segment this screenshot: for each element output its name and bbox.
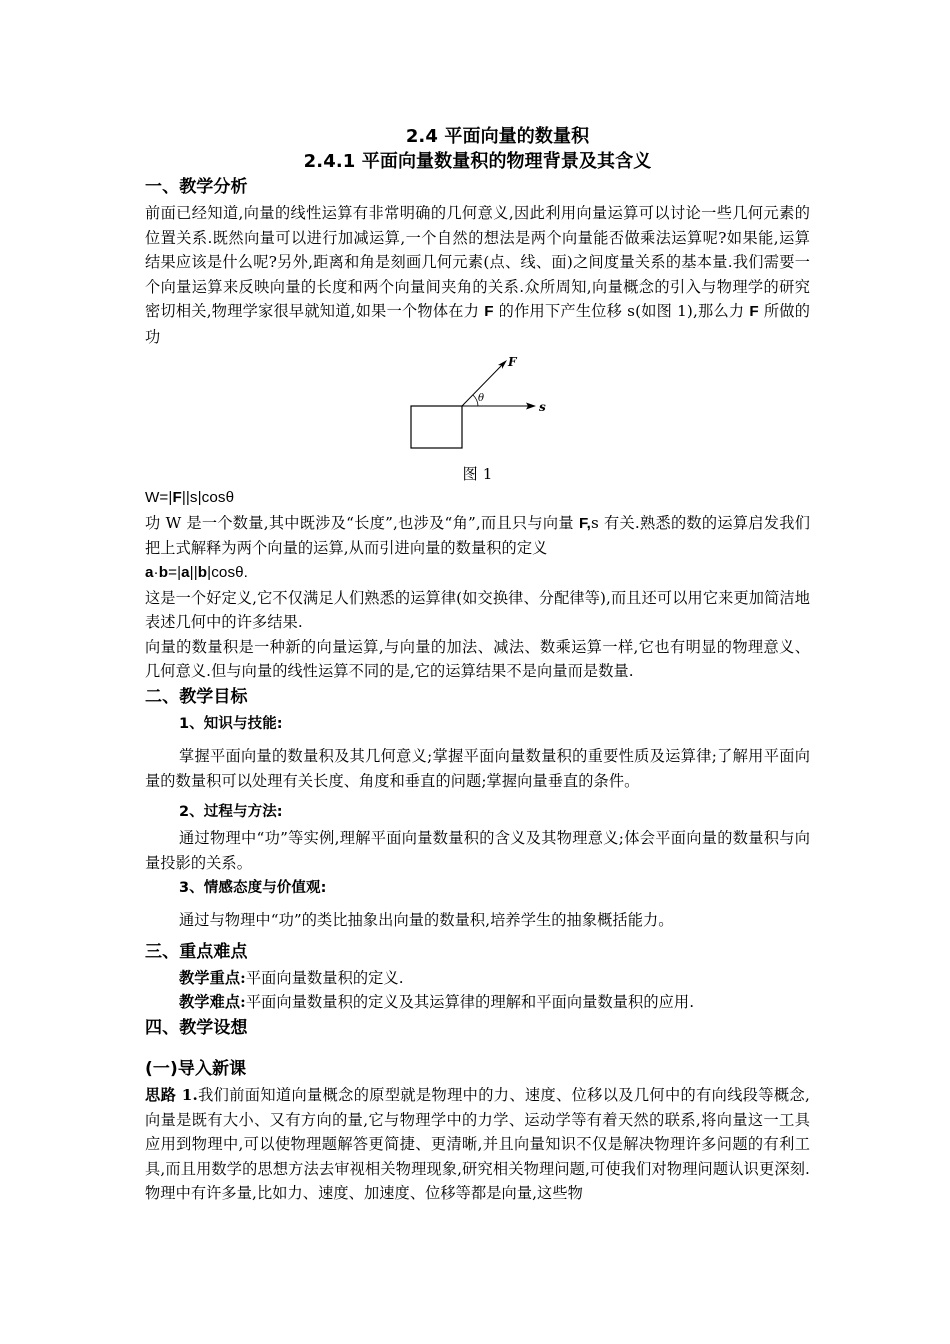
analysis-paragraph-3: 这是一个好定义,它不仅满足人们熟悉的运算律(如交换律、分配律等),而且还可以用它来更加简洁地表述几何中的许多结果.: [145, 588, 810, 632]
dot-product-formula: [145, 561, 810, 586]
text-run: 功 W 是一个数量,其中既涉及“长度”,也涉及“角”,而且只与向量: [145, 513, 579, 532]
subsection-heading-intro: (一)导入新课: [145, 1059, 247, 1080]
vector-b: b: [197, 563, 208, 581]
idea-label: 思路 1.: [145, 1086, 198, 1105]
key-point: [145, 966, 810, 991]
page-subtitle: 2.4.1 平面向量数量积的物理背景及其含义: [303, 151, 652, 172]
objective-heading-process: 2、过程与方法:: [179, 804, 283, 821]
objective-attitude-text: 通过与物理中“功”的类比抽象出向量的数量积,培养学生的抽象概括能力。: [179, 911, 674, 930]
objective-knowledge-text: 掌握平面向量的数量积及其几何意义;掌握平面向量数量积的重要性质及运算律;了解用平面向量的数量积可以处理有关长度、角度和垂直的问题;掌握向量垂直的条件。: [145, 746, 810, 790]
vector-a: a: [181, 563, 190, 581]
text-run: W=|: [145, 489, 173, 507]
text-run: 所做的功: [145, 302, 810, 346]
displacement-label: s: [539, 399, 546, 414]
page-title: 2.4 平面向量的数量积: [405, 126, 590, 147]
difficult-label: 教学难点:: [179, 993, 246, 1012]
section-heading-design: 四、教学设想: [145, 1018, 248, 1039]
analysis-paragraph-1: [145, 201, 810, 350]
vector-f: F: [749, 303, 759, 321]
objective-process-text: 通过物理中“功”等实例,理解平面向量数量积的含义及其物理意义;体会平面向量的数量积与向量投影的关系。: [145, 829, 810, 872]
document-body: [145, 124, 810, 1206]
section-heading-analysis: 一、教学分析: [145, 177, 248, 197]
key-label: 教学重点:: [179, 968, 246, 987]
difficult-point: [145, 990, 810, 1015]
section-heading-keypoints: 三、重点难点: [145, 941, 248, 962]
text-run: 我们前面知道向量概念的原型就是物理中的力、速度、位移以及几何中的有向线段等概念,向量是既有大小、又有方向的量,它与物理学中的力学、运动学等有着天然的联系,将向量这一工具应用到物理中,可以使物理题解答更简捷、更清晰,并且向量知识不仅是解决物理许多问题的有利工具,而且用数学的思想方法去审视相关物理现象,研究相关物理问题,可使我们对物理问题认识更深刻.物理中有许多量,比如力、速度、加速度、位移等都是向量,这些物: [145, 1086, 810, 1203]
figure-caption: 图 1: [462, 464, 493, 483]
block-shape: [411, 406, 462, 448]
objective-heading-attitude: 3、情感态度与价值观:: [179, 880, 327, 897]
force-diagram: [408, 354, 548, 458]
vector-a: a: [145, 563, 154, 581]
figure-1: [145, 354, 810, 462]
text-run: =|: [168, 563, 182, 581]
angle-label: θ: [478, 392, 485, 404]
analysis-paragraph-2: [145, 511, 810, 561]
vector-b: b: [158, 563, 169, 581]
vector-f: F: [172, 489, 182, 507]
text-run: 平面向量数量积的定义及其运算律的理解和平面向量数量积的应用.: [245, 993, 695, 1012]
force-label: F: [508, 354, 517, 369]
text-run: ·: [153, 563, 159, 581]
vector-f: F: [484, 303, 494, 321]
section-heading-objectives: 二、教学目标: [145, 686, 248, 707]
text-run: ||: [189, 563, 198, 581]
text-run: 平面向量数量积的定义.: [245, 968, 404, 987]
text-run: 的作用下产生位移 s(如图 1),那么力: [493, 302, 750, 321]
vector-f: F,: [578, 514, 591, 532]
text-run: s 有关.熟悉的数的运算启发我们把上式解释为两个向量的运算,从而引进向量的数量积的定义: [145, 513, 810, 558]
intro-paragraph: [145, 1083, 810, 1206]
objective-heading-knowledge: 1、知识与技能:: [179, 715, 283, 732]
work-formula: [145, 486, 810, 511]
text-run: 前面已经知道,向量的线性运算有非常明确的几何意义,因此利用向量运算可以讨论一些几何元素的位置关系.既然向量可以进行加减运算,一个自然的想法是两个向量能否做乘法运算呢?如果能,运算结果应该是什么呢?另外,距离和角是刻画几何元素(点、线、面)之间度量关系的基本量.我们需要一个向量运算来反映向量的长度和两个向量间夹角的关系.众所周知,向量概念的引入与物理学的研究密切相关,物理学家很早就知道,如果一个物体在力: [145, 204, 810, 321]
text-run: ||s|cosθ: [181, 489, 235, 507]
text-run: |cosθ.: [207, 563, 249, 581]
analysis-paragraph-4: 向量的数量积是一种新的向量运算,与向量的加法、减法、数乘运算一样,它也有明显的物理意义、几何意义.但与向量的线性运算不同的是,它的运算结果不是向量而是数量.: [145, 637, 810, 681]
